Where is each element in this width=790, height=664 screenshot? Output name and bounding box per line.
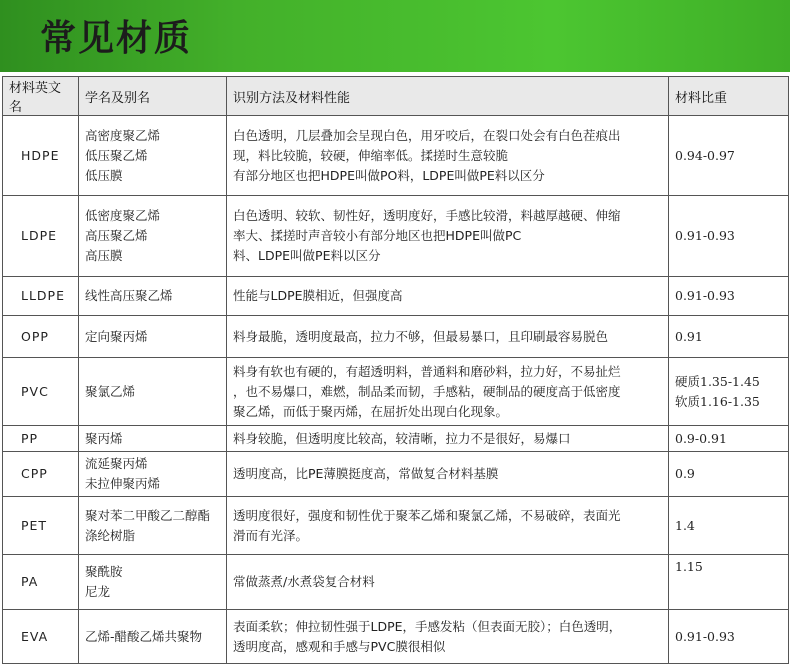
description-line: 率大、揉搓时声音较小有部分地区也把HDPE叫做PC (233, 228, 522, 243)
specific-gravity-line: 0.9-0.91 (675, 430, 727, 446)
specific-gravity (669, 555, 789, 610)
specific-gravity-line: 0.91-0.93 (675, 628, 735, 644)
description-line: 聚乙烯，而低于聚丙烯，在屈折处出现白化现象。 (233, 403, 509, 419)
material-name-line: 聚对苯二甲酸乙二醇酯 (85, 507, 211, 523)
table-row (3, 452, 789, 497)
material-name-line: 高密度聚乙烯 (85, 127, 161, 143)
table-row (3, 497, 789, 555)
specific-gravity (669, 316, 789, 358)
specific-gravity-line: 0.94-0.97 (675, 147, 735, 163)
table-row (3, 555, 789, 610)
specific-gravity (669, 452, 789, 497)
material-name-line: 未拉伸聚丙烯 (85, 476, 161, 491)
table-row (3, 196, 789, 277)
material-names (79, 555, 227, 610)
specific-gravity-line: 0.91-0.93 (675, 228, 735, 243)
description-line: 料身最脆，透明度最高，拉力不够，但最易暴口，且印刷最容易脱色 (233, 328, 609, 344)
material-name-line: 聚氯乙烯 (85, 383, 136, 399)
material-name-line: 乙烯-醋酸乙烯共聚物 (85, 628, 203, 644)
material-code: EVA (3, 610, 79, 664)
description-line: 表面柔软；伸拉韧性强于LDPE，手感发粘（但表面无胶）；白色透明， (233, 618, 622, 634)
material-code: PP (3, 426, 79, 452)
description-line: 白色透明、较软、韧性好，透明度好，手感比较滑，料越厚越硬、伸缩 (233, 208, 621, 223)
material-name-line: 低密度聚乙烯 (85, 208, 161, 223)
specific-gravity-line: 0.91-0.93 (675, 288, 735, 303)
description-line: 透明度高，感观和手感与PVC膜很相似 (233, 638, 446, 654)
specific-gravity-line: 1.4 (675, 517, 695, 533)
material-name-line: 低压聚乙烯 (85, 147, 148, 163)
material-name-line: 低压膜 (85, 167, 123, 183)
material-description (227, 316, 669, 358)
material-code: LDPE (3, 196, 79, 277)
material-name-line: 高压膜 (85, 248, 123, 263)
table-row (3, 277, 789, 316)
material-code: PA (3, 555, 79, 610)
specific-gravity (669, 277, 789, 316)
materials-table-container (2, 76, 788, 664)
material-description (227, 610, 669, 664)
specific-gravity (669, 358, 789, 426)
material-name-line: 高压聚乙烯 (85, 228, 148, 243)
material-names (79, 277, 227, 316)
material-name-line: 流延聚丙烯 (85, 456, 148, 471)
description-line: 料、LDPE叫做PE料以区分 (233, 248, 381, 263)
description-line: 透明度高，比PE薄膜挺度高，常做复合材料基膜 (233, 466, 499, 481)
material-description (227, 452, 669, 497)
material-description (227, 277, 669, 316)
material-code: PET (3, 497, 79, 555)
material-names (79, 358, 227, 426)
specific-gravity-line: 1.15 (675, 559, 703, 574)
material-code: HDPE (3, 116, 79, 196)
table-header-row (3, 77, 789, 116)
material-name-line: 聚酰胺 (85, 564, 123, 579)
description-line: 现，料比较脆，较硬，伸缩率低。揉搓时生意较脆 (233, 147, 509, 163)
material-names (79, 196, 227, 277)
material-description (227, 196, 669, 277)
table-row (3, 358, 789, 426)
description-line: 滑而有光泽。 (233, 527, 309, 543)
material-description (227, 116, 669, 196)
header-identification: 识别方法及材料性能 (227, 77, 669, 116)
material-description (227, 426, 669, 452)
description-line: 常做蒸煮/水煮袋复合材料 (233, 574, 375, 589)
specific-gravity (669, 610, 789, 664)
material-description (227, 555, 669, 610)
material-names (79, 452, 227, 497)
description-line: 性能与LDPE膜相近，但强度高 (233, 288, 403, 303)
description-line: 料身较脆，但透明度比较高，较清晰，拉力不是很好，易爆口 (233, 430, 571, 446)
material-names (79, 426, 227, 452)
material-names (79, 610, 227, 664)
specific-gravity-line: 软质1.16-1.35 (675, 393, 760, 409)
material-names (79, 116, 227, 196)
title-banner (0, 0, 790, 72)
header-specific-gravity: 材料比重 (669, 77, 789, 116)
material-name-line: 涤纶树脂 (85, 527, 136, 543)
description-line: 透明度很好，强度和韧性优于聚苯乙烯和聚氯乙烯，不易破碎，表面光 (233, 507, 621, 523)
specific-gravity (669, 497, 789, 555)
material-name-line: 线性高压聚乙烯 (85, 288, 173, 303)
material-name-line: 聚丙烯 (85, 430, 123, 446)
specific-gravity-line: 0.9 (675, 466, 695, 481)
table-row (3, 610, 789, 664)
description-line: 有部分地区也把HDPE叫做PO料，LDPE叫做PE料以区分 (233, 167, 545, 183)
specific-gravity (669, 426, 789, 452)
description-line: 料身有软也有硬的，有超透明料，普通料和磨砂料，拉力好，不易扯烂 (233, 363, 621, 379)
material-names (79, 497, 227, 555)
material-code: OPP (3, 316, 79, 358)
specific-gravity-line: 0.91 (675, 328, 703, 344)
material-names (79, 316, 227, 358)
page-title: 常见材质 (40, 17, 193, 59)
specific-gravity-line: 硬质1.35-1.45 (675, 373, 760, 389)
material-code: CPP (3, 452, 79, 497)
header-english-name: 材料英文名 (3, 77, 79, 116)
table-row (3, 116, 789, 196)
table-row (3, 426, 789, 452)
specific-gravity (669, 196, 789, 277)
material-name-line: 尼龙 (85, 584, 111, 599)
specific-gravity (669, 116, 789, 196)
materials-table (2, 76, 789, 664)
material-name-line: 定向聚丙烯 (85, 328, 148, 344)
material-code: PVC (3, 358, 79, 426)
material-description (227, 358, 669, 426)
description-line: ，也不易爆口，难燃，制品柔而韧，手感粘，硬制品的硬度高于低密度 (233, 383, 621, 399)
description-line: 白色透明，几层叠加会呈现白色，用牙咬后，在裂口处会有白色茬痕出 (233, 127, 621, 143)
material-code: LLDPE (3, 277, 79, 316)
table-row (3, 316, 789, 358)
header-scientific-name: 学名及别名 (79, 77, 227, 116)
material-description (227, 497, 669, 555)
